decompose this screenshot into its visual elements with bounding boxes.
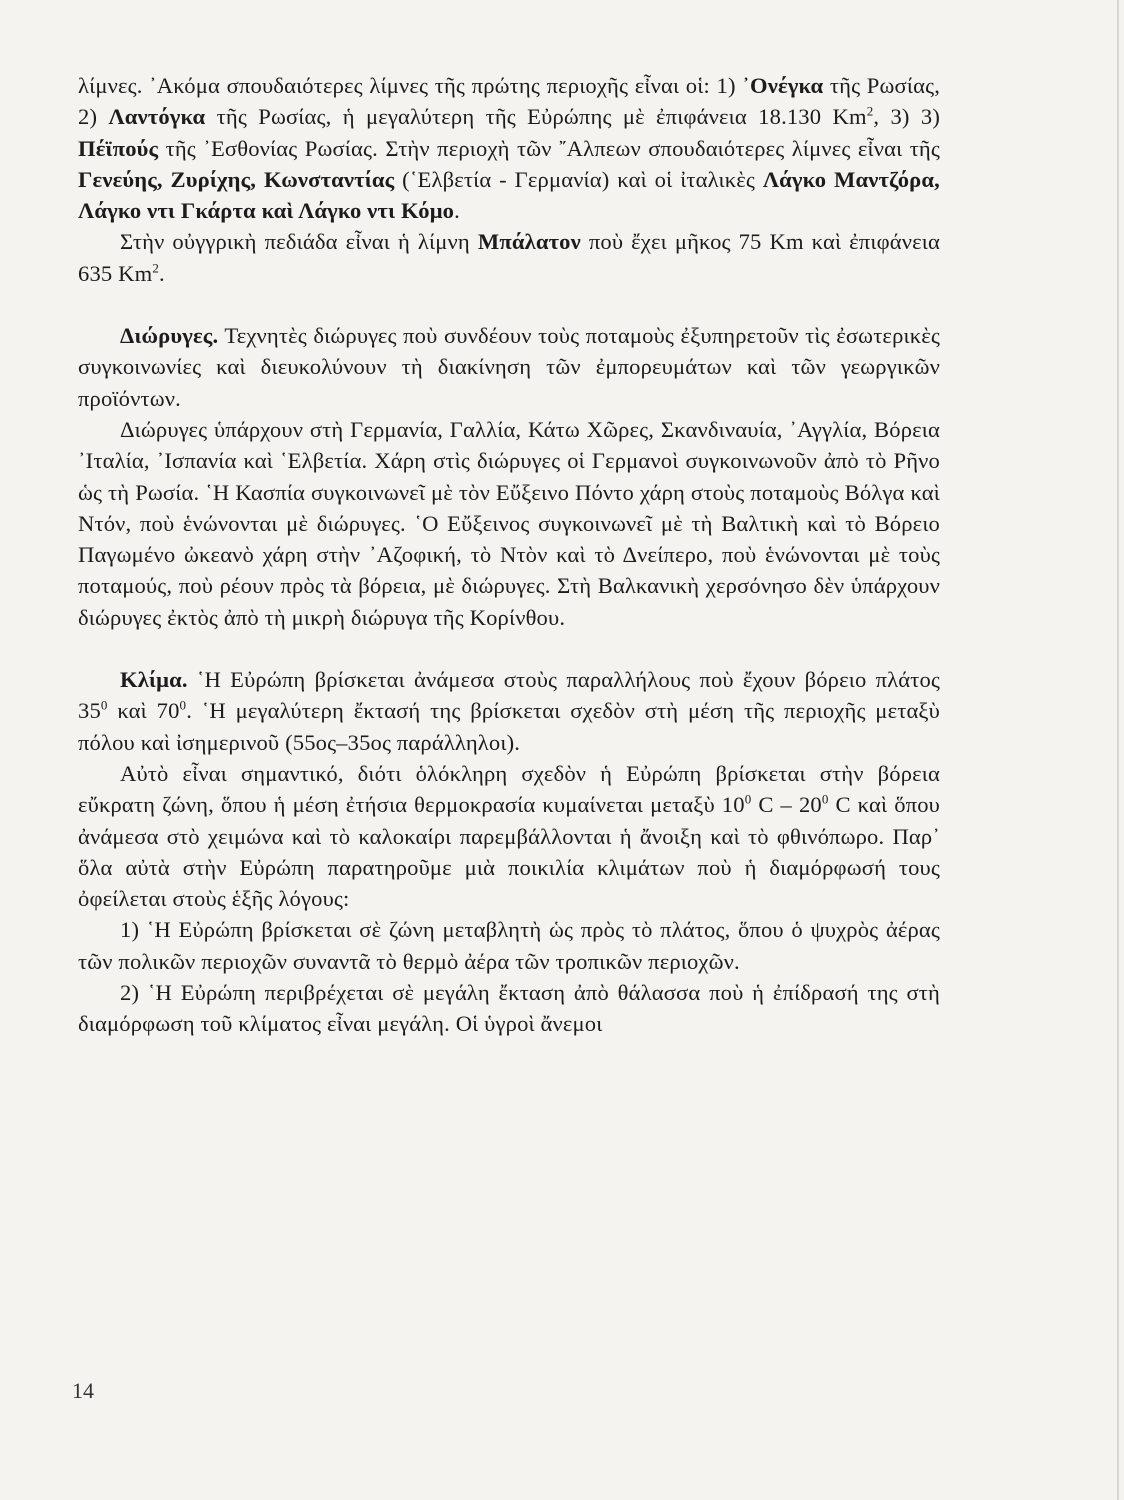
paragraph-reason-1: 1) ῾Η Εὐρώπη βρίσκεται σὲ ζώνη μεταβλητὴ ὡς πρὸς τὸ πλάτος, ὅπου ὁ ψυχρὸς ἀέρας τῶν πολικῶν περιοχῶν συναντᾶ τὸ θερμὸ ἀέρα τῶν τροπικῶν περιοχῶν. — [78, 917, 940, 974]
page-edge-shadow — [1117, 0, 1119, 1500]
lake-names-italian: Λάγκο Μαντζόρα, Λάγκο ντι Γκάρτα καὶ Λάγκο ντι Κόμο — [78, 166, 940, 224]
section-heading-canals: Διώρυγες. — [120, 323, 219, 349]
section-heading-climate: Κλίμα. — [120, 667, 188, 693]
page-number: 14 — [72, 1378, 94, 1403]
paragraph-climate: Κλίμα. ῾Η Εὐρώπη βρίσκεται ἀνάμεσα στοὺς παραλλήλους ποὺ ἔχουν βόρειο πλάτος $35^0$ καὶ $70^0$. ῾Η μεγαλύτερη ἔκτασή της βρίσκεται σχεδὸν στὴ μέση τῆς περιοχῆς μεταξὺ πόλου καὶ ἰσημερινοῦ (55ος–35ος παράλληλοι). — [78, 667, 940, 755]
page-body-text — [78, 70, 940, 1040]
lake-name-onega: ᾿Ονέγκα — [742, 73, 824, 98]
paragraph-lakes: λίμνες. ᾿Ακόμα σπουδαιότερες λίμνες τῆς πρώτης περιοχῆς εἶναι οἱ: 1) ᾿Ονέγκα τῆς Ρωσίας, 2) Λαντόγκα τῆς Ρωσίας, ἡ μεγαλύτερη τῆς Εὐρώπης μὲ ἐπιφάνεια 18.130 Km$^2$, 3) 3) Πέϊπούς τῆς ᾿Εσθονίας Ρωσίας. Στὴν περιοχὴ τῶν ῎Αλπεων σπουδαιότερες λίμνες εἶναι τῆς Γενεύης, Ζυρίχης, Κωνσταντίας (῾Ελβετία - Γερμανία) καὶ οἱ ἰταλικὲς Λάγκο Μαντζόρα, Λάγκο ντι Γκάρτα καὶ Λάγκο ντι Κόμο. — [78, 73, 941, 224]
paragraph-canals: Διώρυγες. Τεχνητὲς διώρυγες ποὺ συνδέουν τοὺς ποταμοὺς ἐξυπηρετοῦν τὶς ἐσωτερικὲς συγκοινωνίες καὶ διευκολύνουν τὴ διακίνηση τῶν ἐμπορευμάτων καὶ τῶν γεωργικῶν προϊόντων. — [78, 323, 940, 411]
paragraph-reason-2: 2) ῾Η Εὐρώπη περιβρέχεται σὲ μεγάλη ἔκταση ἀπὸ θάλασσα ποὺ ἡ ἐπίδρασή της στὴ διαμόρφωση τοῦ κλίματος εἶναι μεγάλη. Οἱ ὑγροὶ ἄνεμοι — [78, 980, 940, 1037]
paragraph-canals-countries: Διώρυγες ὑπάρχουν στὴ Γερμανία, Γαλλία, Κάτω Χῶρες, Σκανδιναυία, ᾿Αγγλία, Βόρεια ᾿Ιταλία, ᾿Ισπανία καὶ ῾Ελβετία. Χάρη στὶς διώρυγες οἱ Γερμανοὶ συγκοινωνοῦν ἀπὸ τὸ Ρῆνο ὡς τὴ Ρωσία. ῾Η Κασπία συγκοινωνεῖ μὲ τὸν Εὔξεινο Πόντο χάρη στοὺς ποταμοὺς Βόλγα καὶ Ντόν, ποὺ ἑνώνονται μὲ διώρυγες. ῾Ο Εὔξεινος συγκοινωνεῖ μὲ τὴ Βαλτικὴ καὶ τὸ Βόρειο Παγωμένο ὠκεανὸ χάρη στὴν ᾿Αζοφική, τὸ Ντὸν καὶ τὸ Δνείπερο, ποὺ ἑνώνονται μὲ τοὺς ποταμούς, ποὺ ρέουν πρὸς τὰ βόρεια, μὲ διώρυγες. Στὴ Βαλκανικὴ χερσόνησο δὲν ὑπάρχουν διώρυγες ἐκτὸς ἀπὸ τὴ μικρὴ διώρυγα τῆς Κορίνθου. — [78, 416, 940, 630]
lake-name-peipus: Πέϊπούς — [78, 135, 159, 161]
lake-name-ladoga: Λαντόγκα — [108, 104, 206, 130]
paragraph-climate-zone: Αὐτὸ εἶναι σημαντικό, διότι ὁλόκληρη σχεδὸν ἡ Εὐρώπη βρίσκεται στὴν βόρεια εὔκρατη ζώνη, ὅπου ἡ μέση ἐτήσια θερμοκρασία κυμαίνεται μεταξὺ $10^0$ C – $20^0$ C καὶ ὅπου ἀνάμεσα στὸ χειμώνα καὶ τὸ καλοκαίρι παρεμβάλλονται ἡ ἄνοιξη καὶ τὸ φθινόπωρο. Παρ᾿ ὅλα αὐτὰ στὴν Εὐρώπη παρατηροῦμε μιὰ ποικιλία κλιμάτων ποὺ ἡ διαμόρφωσή τους ὀφείλεται στοὺς ἑξῆς λόγους: — [78, 760, 940, 912]
paragraph-balaton: Στὴν οὐγγρικὴ πεδιάδα εἶναι ἡ λίμνη Μπάλατον ποὺ ἔχει μῆκος 75 Km καὶ ἐπιφάνεια 635 Km$^2$. — [78, 229, 940, 286]
lake-names-alpine: Γενεύης, Ζυρίχης, Κωνσταντίας — [78, 166, 395, 192]
lake-name-balaton: Μπάλατον — [477, 229, 581, 255]
